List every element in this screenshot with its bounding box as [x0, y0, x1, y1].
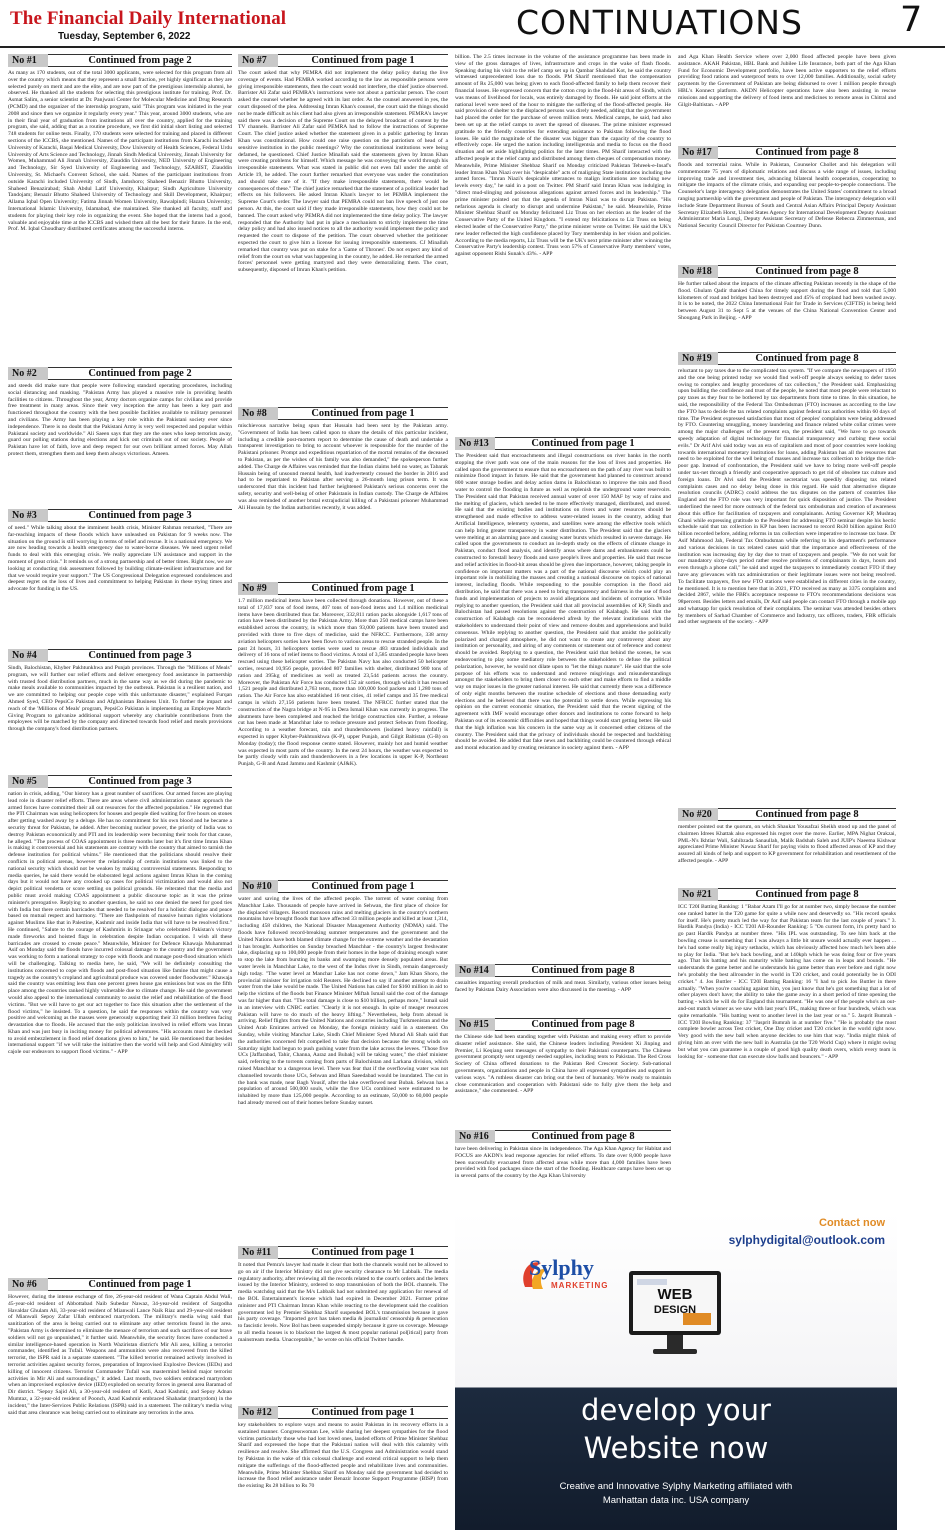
continuation-body: As many as 170 students, out of the total 3000 applicants, were selected for this program from all over the country which means that they represent a small fraction, yet highly significant as they are selected purely on merit and are the elite, and are now part of the prestigious internship alumni, he observed. He thanked all the students for selecting this prestigious institute for training. Prof. Dr. Asmat Salim, a senior scientist at Dr. Panjwani Center for Molecular Medicine and Drug Research (PCMD) and the organizer of the internship program, said "This program was initiated in the year 2008 and since then we organize it regularly every year." This year, around 3000 students, who are in their final year of graduation from institutions all over the country, applied for the training program, she said, adding that as a routine procedure, we first did initial short listing and selected 748 students for online tests. Finally, 170 students were selected for training and placed in different sections of the ICCBS, she mentioned. Names of the participant institutions from Karachi included University of Karachi, Baqai Medical University, Dow University of Health Sciences, Federal Urdu University of Arts Science and Technology, Jinnah Sindh Medical University, Jinnah University for Women, Muhammad Ali Jinnah University, Ziauddin University, NED University of Engineering and Technology, Sir Syed University of Engineering and Technology, SZABIST, Ziauddin University, St. Michael's Convent School, she said. Names of the participant institutions from outside Karachi included University of Sindh, Jamshoro; Shaheed Benazir Bhutto University, Shaheed Benazirabad; Shah Abdul Latif University, Khairpur; Sindh Agriculture University Tandojam; Benazir Bhutto Shaheed University of Technology and Skill Development, Khairpur; Allama Iqbal Open University; Fatima Jinnah Women University, Rawalpindi; Hazara University; International Islamic University, Islamabad, she maintained. She thanked all faculty, staff and students for playing their key role in organizing the event. She hoped that the interns had a good, valuable and enjoyable time at the ICCBS and wished them all the best for their future. In the end, Prof. M. Iqbal Choudhary distributed certificates among the successful interns.	[8, 70, 232, 233]
continuation-source: Continued from page 8	[755, 266, 859, 277]
continuation-body: have been delivering in Pakistan since its independence. The Aga Khan Agency for Habitat and FOCUS are AKDN's lead response agencies for relief efforts. To date over 8,000 people have been successfully evacuated from affected areas while more than 4,000 families have been provided with food packages since the start of the flooding. Healthcare camps have been set up in several parts of the country by the Aga Khan University	[455, 1146, 671, 1180]
ad-headline-line-1: develop your	[581, 1393, 771, 1427]
continuation-body: He further talked about the impacts of the climate affecting Pakistan recently in the shape of the flood. Ghulam Qadir thanked China for timely support during the flood and told that 5,000 kilometers of road and bridges had been destroyed and 45% of cropland had been washed away. It is to be noted, the 2022 China International Fair for Trade in Services (CIFTIS) is being held between August 31 to Sept 5 at the venues of the China National Convention Center and Shougang Park in Beijing. - APP	[678, 281, 896, 321]
continuation-body: However, during the intense exchange of fire, 26-year-old resident of Wana Captain Abdul Wali, 45-year-old resident of Abbottabad Naib Subedar Nawaz, 34-year-old resident of Sargodha Havaldar Ghulam Ali, 33-year-old resident of Mianwali Lance Naik Riaz and 29-year-old resident of Mianwali Sepoy Zafar Ullah embraced martyrdom. The military's media wing said that sanitization of the area is being carried out to eliminate any other terrorists found in the area. "Pakistan Army is determined to eliminate the menace of terrorism and such sacrifices of our brave soldiers will not go unpunished," it further said. Meanwhile, the security forces have conducted a similar intelligence-based operation in North Waziristan district's Mir Ali area, killing a terrorist commander, identified as Tufail. Weapons and ammunition were also recovered from the killed terrorist, the ISPR said in a separate statement. "The killed terrorist remained actively involved in terrorist activities against security forces, preparation of Improvised Explosive Devices (IEDs) and killing of innocent citizens. Terrorist Commander Tufail was mastermind behind major terrorist activities in Mir Ali and surroundings," it added. Last month, two soldiers embraced martyrdom when an improvised explosive device (IED) exploded on security forces in general area Baramad of Dir district. "Sepoy Sajid Ali, a 30-year-old resident of Kotli, Azad Kashmir, and Sepoy Adnan Mumtaz, a 32-year-old resident of Poonch, Azad Kashmir embraced Shahadat (martyrdom) in the incident," the Inter-Services Public Relations (ISPR) said in a statement. The military's media wing said that area clearance was being carried out to eliminate any terrorists in the area.	[8, 1294, 232, 1416]
continuation-number: No #20	[678, 808, 718, 821]
continuation-source: Continued from page 3	[88, 510, 192, 521]
page-number: 7	[900, 0, 923, 40]
continuation-number: No #10	[238, 880, 278, 893]
continuation-header	[238, 582, 448, 595]
continuation-body: reluctant to pay taxes due to the complicated tax system. "If we compare the newspapers of 1950 and the one being printed today we would find well-off people always seeking to defer taxes owing to complex and lengthy procedures of tax collection," the President said. Emphasizing upon building the confidence and trust of the people, he noted that most people were reluctant to pay taxes as they fear to be bothered by tax departments from time to time. In this situation, he said, the responsibility of the Federal Tax Ombudsman (FTO) increases as according to the law the FTO has to decide the tax related complaints against federal tax authorities within 60 days of time. The President expressed satisfaction that most of peoples' complaints were being addressed by FTO. Countering smuggling, money laundering and finance related white collar crimes were among the major challenges of the present era, the president said, "We have to go towards speedy adaptation of digital technology for financial transparency and curbing these social evils." Dr Arif Alvi said today was an era of capitalism and most of poor countries were looking towards international monetary institutions for loans, adding Pakistan has all the resources that need to be exploited for the well being of masses and increase tax collection to bridge the rich-poor gap. Instead of confrontation, the President said we have to bring more well-off people under tax-net through a friendly and cooperative approach to get rid of obsolete tax culture and foreign loans. Dr Alvi said the President secretariat was speedily disposing tax related complaints cases and no delay being done in this regard. He said that alternative dispute resolution councils (ADRC) could address the tax disputes on the pattern of countries like England and the FTO role was very important for quick disposition of justice. The President underlined the need for more outreach of the federal tax ombudsman and creation of awareness about this office for facilitation of taxpayers and complainants. Acting Governor KP, Mushtaq Ghani while expressing gratitude to the President for addressing FTO seminar despite his hectic schedule said that tax collection in KP has been increased to record Rs30 billion against Rs10 billion recorded before, adding reforms in tax collection were imperative to increase tax base. Dr Asif Mahmood Jah, Federal Tax Ombudsman while referring to his department's performance and various decisions in tax related cases said that the importance and effectiveness of the institution was increasing day by day due to trust of taxpayers and people. "We do not wait for our mandatory sixty-days period rather resolve problems of complainants in days, hours and even through a phone call," he said and urged the taxpayers to immediately contact FTO if they have any grievances with tax administration or their legitimate issues were not being resolved. To facilitate taxpayers, five new FTO stations were established in different cities in the country, he mentioned. It is to mention here that in 2021, FTO received as many as 3375 complaints and decided 2867, while the FBR's acceptance response to FTO's recommendations decisions was 98percent. Besides letters and emails, Dr Asif said people can contact FTO through a mobile app and whatsapp for quick resolution of their complaints. The seminar was attended besides others by members of Sarhad Chamber of Commerce and Industry, tax officers, traders, FBR officials and other segments of the society. - APP	[678, 368, 896, 626]
continuation-5	[8, 775, 232, 1276]
continuation-body: water and saving the lives of the affected people. The torrent of water coming from Manchhar Lake. Thousands of people have arrived in Sehwan, the first place of choice for the displaced villagers. Record monsoon rains and melting glaciers in the country's northern mountains have brought floods that have affected 33 million people and killed at least 1,314, including 458 children, the National Disaster Management Authority (NDMA) said. The floods have followed record-breaking summer temperatures and the government and the United Nations have both blamed climate change for the extreme weather and the devastation it has brought. Authorities on Sunday breached Manchhar - the country's largest freshwater lake, displacing up to 100,000 people from their homes in the hope of draining enough water to stop the lake from bursting its banks and swamping more densely populated areas. But water levels in Manchhar Lake, to the west of the Indus river in Sindh, remain dangerously high today. "The water level at Manchar Lake has not come down," Jam Khan Shoro, the provincial minister for irrigation told Reuters. He declined to say if another attempt to drain water from the lake would be made. The United Nations has called for $160 million in aid to help the victims of the floods but Finance Minister Miftah Ismail said the cost of the damage was far higher than that. "The total damage is close to $10 billion, perhaps more," Ismail said in an interview with CNBC earlier. "Clearly it is not enough. In spite of meager resources Pakistan will have to do much of the heavy lifting." Nevertheless, help from abroad is arriving. Relief flights from the United Nations and countries including Turkmenistan and the United Arab Emirates arrived on Monday, the foreign ministry said in a statement. On Sunday, while visiting Manchar Lake, Sindh Chief Minister Syed Murad Ali Shah said that the authorities concerned felt compelled to take that decision because the strong winds on Saturday night had begun to push gushing water from the lake across the levees. "Those five UCs [Jaffarabad, Tahir, Channa, Aaraz and Bubak] will be taking water," the chief minister said, referring to the torrents coming from parts of Balochistan and Larkana division, which raised Manchhar to a dangerous level. There was fear that if the overflowing water was not channelled towards those UCs, Sehwan and Bhan Saeedabad would be inundated. The cut in the bank was made, near Bagh Yousif, after the lake overflowed near Bubak. Sehwan has a population of around 500,000 souls, while the five UCs combined were estimated to be inhabited by more than 125,000 people. According to an estimate, 50,000 to 60,000 people had already moved out of their homes before Sunday sunset.	[238, 896, 448, 1106]
continuation-body: nation in crisis, adding, "Our history has a great number of sacrifices. Our armed forces are playing lead role in disaster relief efforts. There are areas where civil administration cannot approach the armed forces have committed their all out resources for the affected population." He regretted that the PTI Chairman was using helicopters for houses and people died waiting for five hours on stones after getting washed away by a deluge. He has no commitment for his own blood and he became a security threat for Pakistan, he added. After becoming nuclear power, the priority of India was to destroy Pakistan economically and PTI and its leadership were becoming their tools for that cause, he alleged. "The process of COAS appointment is three months later but it's first time Imran Khan is making it controversial and his statements are contrary with the country that aimed to tarnish the defense institution for political whims." He mentioned that the politicians should resolve their conflicts in political arenas, however the relationship of certain institutions was linked to the national security which should not be weaken by making controversial statements. Responding to media queries, he said there would be elaborated legal actions against Imran Khan in the coming days but it would not have any crooked up cases for political victimization and would also not depict political vendetta or score settling on political grounds. He reiterated that the media and public must avoid making COAS appointment a public discourse topic as it was the prime minister's prerogative. Replying to another question, he said no one denied the need for good ties with India but there certain barricades that needed to be resolved for a holistic dialogue and peace based on mutual respect and harmony. "There are flashpoints of massive human rights violations against Muslims like that in Palestine, Kashmir and inside India that will have to be resolved first." He continued, "Salute to the courage of Kashmiris in Srinagar who celebrated Pakistan's victory made fireworks and hoisted flags in celebration despite Indian occupation. I wish all these barricades are crossed to create peace." Meanwhile, Minister for Defence Khawaja Muhammad Asif on Monday said the floods have incurred colossal damage to the country and the government was working to form a national strategy to cope with floods and manage post-flood situation which will be challenging. Talking to media here, he said, "We will be definitely consulting the institutions concerned to cope with floods and post-flood situation like famine that might cause a tragedy as the country's cropland and agricultural produce was covered under floodwater." Khawaja said the country was emitting less than one percent green house gas emissions but was on the fifth place among the countries ranked highly vulnerable due to climate change. He said the government would also appeal to the international community to assist the relief and rehabilitation of the flood victims. "But we will have to get our act together to face this situation after the settlement of the flood victims," he insisted. To a question, he said the responses within the country was very positive and welcoming as the masses were generously supporting their 33 million brethren facing devastation due to floods. He accused that the only politician involved in relief efforts was Imran Khan and was just busy in inciting money for political adventures. "His accounts must be checked to avoid embezzlement in flood relief donations given to him," he said. He mentioned that besides international support "if we will take the initiative then the world will help and God Almighty will cajole our endeavors to support flood victims." - APP	[8, 791, 232, 1056]
continuation-body: The court asked that why PEMRA did not implement the delay policy during the live coverage of events. Had PEMRA worked according to the law as responsible persons were giving irresponsible statements, then the court would not interfere, the chief justice observed. Barrister Ali Zafar said PEMRA's instructions were not about a particular person. The court asked the counsel whether he agreed with its last order. As the counsel answered in yes, the court disposed of the plea. Addressing Imran Khan's counsel, the court said the things should not be made difficult as his client had also given an irresponsible statement. PEMRA's lawyer said there was a decision of the Supreme Court on the delayed broadcast of content by the TV channels. Barrister Ali Zafar said PEMRA had to follow the instructions of Supreme Court. The chief justice asked whether the statement given in a public gathering by Imran Khan was constitutional. How could one raise question on the patriotism of head of a sensitive institution in the public meetings? Why the constitutional institutions were being defamed, he questioned. Chief Justice Minallah said the statements given by Imran Khan were creating problems for himself. Which message he was conveying the world through his irresponsible statements. What was stated in public did not even fall under the ambit of Article 19, he added. The court further remarked that everyone was under the constitution and should take care of it. "If they make irresponsible statements, there would be consequences of these." The chief justice remarked that the statement of a political leader had effects on his followers. He asked Imran Khan's lawyer to let PEMRA implement the Supreme Court's order. The lawyer said that PEMRA could not ban live speech of just one person. At this, the court said if they made irresponsible statements, how they could not be banned. The court asked why PEMRA did not implemented the time delay policy. The lawyer responded that the Authority had put in place a mechanism to strictly implement the time delay policy and had also issued notices to all the authority would implement the policy and requested the court to dispose of the petition. The court observed whether the petitioner expected the court to give him a license for issuing irresponsible statements. CJ Minallah remarked that country was put on stake for a 'Game of Thrones'. Do not expect any kind of relief from the court on what was happening in the country, he added. He remarked the armed forces' personnel were getting martyred and they were demoralizing them. The court, subsequently, disposed of Imran Khan's petition.	[238, 70, 448, 274]
continuation-7	[238, 54, 448, 404]
continuation-header	[455, 964, 671, 977]
continuation-15	[455, 1018, 671, 1128]
continuation-14	[455, 964, 671, 1016]
continuation-source: Continued from page 3	[88, 650, 192, 661]
continuation-1	[8, 54, 232, 368]
continuation-source: Continued from page 1	[311, 1247, 415, 1258]
continuation-body: the Chinese side had been standing together with Pakistan and making every effort to provide disaster relief assistance. She said, the Chinese leaders including President Xi Jinping and Premier, Li Keqiang sent messages of sympathy to their Pakistani counterparts. The Chinese government promptly sent urgently needed supplies, including tents to Pakistan. The Red Cross Society of China offered donations to the Pakistan Red Crescent Society. Sub-national governments, organizations and people in China have all expressed sympathies and support in various ways. "A ruthless disaster can bring out the best of humanity. We're ready to maintain close communication and cooperation with Pakistani side to fully give them the help and assistance," she commented. - APP	[455, 1034, 671, 1095]
continuation-body: casualties impacting overall production of milk and meat. Similarly, various other issues being faced by Pakistan Dairy Association were also discussed in the meeting. - APP	[455, 980, 671, 993]
continuation-header	[238, 407, 448, 420]
continuation-number: No #19	[678, 352, 718, 365]
continuation-number: No #6	[8, 1278, 48, 1291]
continuation-number: No #18	[678, 265, 718, 278]
continuation-number: No #13	[455, 437, 495, 450]
continuation-source: Continued from page 1	[311, 1407, 415, 1418]
continuation-10	[238, 880, 448, 1243]
continuation-body: and Aga Khan Health Service where over 2,000 flood affected people have been given assistance. AKAH Pakistan, HBL Bank and Jubilee Life Insurance, both part of the Aga Khan Fund for Economic Development portfolio, have been active supporters to the relief efforts providing food rations and waterproof tents to over 12,000 families. Additionally, social safety payments by the Government of Pakistan are being disbursed to over 1 million people through HBL's Konnect platform. AKDN Helicopter operations have also been assisting in rescue missions and supporting the delivery of food items and medicines to remote areas in Chitral and Gilgit-Baltistan. - APP	[678, 54, 896, 108]
continuation-header	[678, 888, 896, 901]
continuation-header	[8, 649, 232, 662]
continuation-body: The President said that encroachments and illegal constructions on river banks in the north stopping the river path was one of the main reasons for the loss of lives and properties. He called upon the government to ensure that no encroachment on the path of any river was built to minimize flood impact in future. He said that the government had planned to construct around 800 water storage bodies and delay action dams in Balochistan to improve the rain and flood water to control the flooding in future as well as replenish the underground water reservoirs. The President said that Pakistan received annual water of over 150 MAF by way of rains and the melting of glaciers, which needed to be more effectively managed, distributed, and stored. He said that the existing bodies and institutions on rivers and water resources should be strengthened and made effective to address water-related issues in the country, adding that Artificial Intelligence, telemetry systems, and satellites were among the effective tools which can help bring greater transparency in water distribution. The President said that the glaciers were melting at an alarming pace and causing water bursts which resulted in severe damage. He called upon the governments to conduct an in-depth study on the effects of climate change in Pakistan, conduct flood analysis, and identify areas where dams and embankments could be constructed to forestall heavy floods and save people's lives and properties. He said that rescue and relief activities in flood-hit areas should be given due importance, however, taking people in confidence on important matters was a part of the national discourse which could play an important role in mobilizing the masses and creating a national discourse on topics of national interest, including floods. While responding to the possible corruption in the flood aid distribution, he said that there was a need to bring transparency and fairness in the use of flood funds and implementation of projects to avoid allegations and incidents of corruption. While replying to another question, the President said that all provincial assemblies of KP, Sindh and Balochistan had passed resolutions against the construction of Kalabagh. He said that the construction of Kalabagh can be reconsidered afresh by the relevant institutions with the stakeholders to understand their point of view and remove doubts and apprehensions and build consensus. While replying to another question, the President said that amidst the politically polarized and charged atmosphere, he did not want to create any controversy about any institution or personality, and airing of any comments or statement out of reference and context should be avoided. Replying to a question, the President said that behind the scenes, he was endeavouring to play some mediatory role between the stakeholders to defuse the political polarization, however, he would not dilate upon to "let the things mature". He said that the sole purpose of his efforts was to understand and remove misgivings and misunderstandings amongst the stakeholders to bring them closer to each other and make efforts to find a middle way on major issues in the greater national interest. He said that currently there was a difference of only eight months between the routine schedule of elections and those demanding early elections and he believed that there was the potential to settle down. While expressing his opinion on the current economic situation, the President said that the recent signing of the agreement with IMF would encourage other donors and institutions to come forward to help Pakistan out of its economic difficulties and hoped that things would start getting better. He said that the high inflation was his concern in the same way as it concerned other citizens of the country. The President said that the privacy of individuals should be respected and backbiting should be avoided. He added that fake news and backbiting could be countered through ethical and moral education and by creating resistance in society against them. - APP	[455, 453, 671, 752]
web-design-advert[interactable]	[455, 1213, 897, 1530]
continuation-source: Continued from page 1	[311, 881, 415, 892]
continuation-source: Continued from page 3	[88, 776, 192, 787]
continuation-number: No #7	[238, 54, 278, 67]
continuation-number: No #16	[455, 1130, 495, 1143]
continuation-12	[238, 1406, 448, 1530]
continuation-header	[455, 1018, 671, 1031]
ad-contact-label: Contact now	[819, 1217, 885, 1229]
continuation-2	[8, 367, 232, 507]
continuation-body: mischievous narrative being spun that Hussain had been sent by the Pakistan army. "Government of India has been called upon to share the details of this particular incident, including a credible post-mortem report to determine the cause of death and undertake a transparent investigation to bring to account whoever is responsible for the murder of the Pakistani prisoner. Prompt and expeditious repatriation of the mortal remains of the deceased to Pakistan, as per the wishes of his family was also demanded," the spokesperson further added. The Charge de Affaires was reminded that the Indian claims held no water, as Tabarak Hussain being of unsound mental health, had inadvertently crossed the border in 2016 and had to be repatriated to Pakistan after serving a 26-month long prison term. It was underscored that this incident had further heightened Pakistan's serious concerns over the safety, security and well-being of other Pakistanis in Indian custody. The Charge de Affaires was also reminded of another brutal extrajudicial killing of a Pakistani prisoner Muhammad Ali Hussain by the Indian authorities recently, it was added.	[238, 423, 448, 511]
ad-email-link[interactable]: sylphydigital@outlook.com	[728, 1233, 885, 1247]
continuation-12-continued	[455, 54, 671, 434]
continuation-body: 1.7 million medicinal items have been collected through donations. However, out of these a total of 17,837 tons of food items, 407 tons of non-food items and 1.4 million medicinal items have been distributed thus far. Moreover, 332,811 ration packs alongside 1,617 tons of ration have been distributed by the Pakistan Army. More than 250 medical camps have been established across the country, in which more than 93,000 patients have been treated and provided with three to five days of medicine, said the NFRCC. Furthermore, 338 army aviation helicopters sorties have been flown to various areas to rescue stranded people. In the past 24 hours, 31 helicopters sorties were used to rescue 483 stranded individuals and delivery of 16 tons of relief items to flood victims. A total of 3,585 stranded people have been rescued using these helicopter sorties. The Pakistan Navy has also conducted 50 helicopter sorties, rescued 10,956 people, provided 807 families with shelter, distributed 980 tons of ration and 395kg of medicines as well as treated 23,544 patients across the country. Moreover, the Pakistan Air Force has conducted 152 air sorties, through which it has rescued 1,521 people and distributed 2,763 tents, more than 100,000 food packets and 1,280 tons of ration. The Air Force has also established 16 tent cities, 41 relief camps and 35 free medical camps in which 27,156 patients have been treated. The NFRCC further stated that the construction of the Nagra bridge at N-95 in Dera Ismail Khan was currently in progress. The abutments have been completed and reached the bridge construction site. Further, a release cut has been made at Manchhar lake to reduce pressure and protect Sehwan from flooding. According to a weather forecast, rain and thundershowers (isolated heavy rainfall) is expected in upper Khyber-Pakhtunkhwa (K-P), upper Punjab, and Gilgit Baltistan (G-B) on Monday (today); the flood response centre stated. However, mainly hot and humid weather was expected in most parts of the country. In the next 24 hours, the weather was expected to be partly cloudy with rain and thundershowers in a few locations in upper K-P, Northeast Punjab, G-B and Azad Jammu and Kashmir (AJ&K).	[238, 598, 448, 768]
continuation-19	[678, 352, 896, 782]
continuation-body: and steeds did make sure that people were following standard operating procedures, including social distancing and masking. "Pakistan Army has played a massive role in providing health facilities to citizens. Throughout the year, Army doctors organize camps for civilians and provide free treatment in many areas. Since their very inception the army has been a key part and functioned throughout the country with the best possible facilities available to military personnel and civilians. The Army has been playing a key role within the Pakistani society ever since independence. There is no doubt that the Pakistani Army is very well respected and popular within Pakistani society and worldwide." Ali Saeen says that they are the ones who keep terrorists away, guard our polling stations during elections and kick out criminals out of our society. People of Pakistan have lot of faith, love and deep respect for our own brilliant armed forces. May Allah protect them, strengthen them and keep them always victorious. Ameen.	[8, 383, 232, 457]
ad-tagline-line-1: Creative and Innovative Sylphy Marketing affiliated with	[559, 1481, 793, 1492]
continuation-source: Continued from page 1	[531, 438, 635, 449]
continuation-header	[238, 1406, 448, 1419]
continuation-header	[678, 808, 896, 821]
continuation-source: Continued from page 1	[311, 583, 415, 594]
continuation-21	[678, 888, 896, 1208]
continuation-source: Continued from page 1	[88, 1279, 192, 1290]
continuation-header	[455, 437, 671, 450]
continuation-body: member pointed out the quorum, on which Shaukat Yousafzai Sheikh stood up and the panel of chairmen Idrees Khattak also expressed his regret over the move. Earlier, MPA Nighat Orakzai, PML-N's Ikhtiar Wali, Sahibzada Sanaullah, Malik Badshah Saleh and JUIP's Naeema Kishwar appreciated Prime Minister Nawaz Sharif for paying visits to flood affected areas of KP and they assured all kinds of help and support to KP government for rehabilitation and resettlement of the affected people. - APP	[678, 824, 896, 864]
continuation-number: No #8	[238, 407, 278, 420]
continuation-header	[238, 1246, 448, 1259]
monitor-text-design: DESIGN	[653, 1304, 697, 1316]
continuation-header	[238, 54, 448, 67]
continuation-3	[8, 509, 232, 647]
continuation-17	[678, 146, 896, 262]
continuation-header	[8, 1278, 232, 1291]
continuation-source: Continued from page 1	[311, 408, 415, 419]
continuation-source: Continued from page 2	[88, 55, 192, 66]
continuation-number: No #5	[8, 775, 48, 788]
continuation-body: floods and torrential rains. While in Pakistan, Counselor Chollet and his delegation will commemorate 75 years of diplomatic relations and discuss a wide range of issues, including improving trade and investment ties, advancing bilateral health cooperation, cooperating to mitigate the impacts of the climate crisis, and expanding our people-to-people connections. The Counselor's large interagency delegation demonstrates the United States' commitment to a broad ranging partnership with the government and people of Pakistan. The interagency delegation will include State Department Bureau of South and Central Asian Affairs Principal Deputy Assistant Secretary Elizabeth Horst, United States Agency for International Development Deputy Assistant Administrator Maria Longi, Deputy Assistant Secretary of Defense Rebecca Zimmerman, and National Security Council Director for Pakistan Courtney Dunn.	[678, 162, 896, 230]
continuation-body: Sindh, Balochistan, Khyber Pakhtunkhwa and Punjab provinces. Through the "Millions of Meals" program, we will further our relief efforts and deliver emergency food assistance in partnership with trusted food distribution partners, much in the same way as we did during the pandemic to make meals available to communities impacted by the outbreak. Pakistan is a resilient nation, and we are committed to helping our people cope with this unfortunate disaster," explained Furqan Ahmed Syed, CEO PepsiCo Pakistan and Afghanistan Business Unit. To further the impact and reach of the 'Millions of Meals' program, PepsiCo Pakistan is implementing an Employee Match-Giving Program to galvanize additional support whereby any charitable contributions from the employees will be matched by the company and directed towards food relief and meals provisions through the company's food distribution partners.	[8, 665, 232, 733]
continuation-6	[8, 1278, 232, 1530]
continuation-18	[678, 265, 896, 349]
continuation-number: No #1	[8, 54, 48, 67]
continuation-body: ICC T20I Batting Ranking: 1 "Babar Azam I'll go for at number two, simply because the number one ranked batter in the T20 game for quite a while now and deservedly so. "His record speaks for itself. He's pretty much led the way for that Pakistan team for the last couple of years." 3. Hardik Pandya (India) - ICC T20I All-Rounder Ranking: 5 "On current form, it's pretty hard to go past Hardik Pandya at number three. "His IPL was outstanding. To see him back at the bowling crease is something that I was always a little bit unsure would actually ever happen ... he's had some really big injury setbacks, which has obviously affected how much he's been able to play for India. "But he's back bowling, and at 140kph which he was doing four or five years ago. That his batting and his maturity while batting has come on in leaps and bounds. "He understands the game better and he understands his game better than ever before and right now he's probably the best allrounder in the world in T20 cricket, and could potentially be in ODI cricket." 4. Jos Buttler - ICC T20I Batting Ranking: 16 "I had to pick Jos Buttler in there actually. "When you're coaching against him, you just know that he's got something that a lot of other players don't have; the ability to take the game away in a short period of time opening the batting - which he will do for England this tournament. "He was one of the people who's an out-and-out match winner as we saw with last year's IPL, making three or four hundreds, which was quite remarkable. "His batting went to another level in the last year or so." 5. Jasprit Bumrah - ICC T20I Bowling Ranking: 37 "Jasprit Bumrah in at number five." "He is probably the most complete bowler across Test cricket, One Day cricket and T20 cricket in the world right now. Very good with the new ball when anyone decides to use him that way. "India might think of giving him an over with the new ball in Australia (at the T20 World Cup) where it might swing but what you can guarantee is a couple of good high quality death overs, which every team is looking for - someone that can execute slow balls and bouncers." - APP	[678, 904, 896, 1060]
continuation-16	[455, 1130, 671, 1210]
continuation-number: No #4	[8, 649, 48, 662]
continuation-source: Continued from page 8	[755, 809, 859, 820]
continuation-source: Continued from page 8	[531, 1019, 635, 1030]
continuation-header	[8, 54, 232, 67]
continuation-9	[238, 582, 448, 878]
continuation-number: No #17	[678, 146, 718, 159]
continuation-13	[455, 437, 671, 917]
ad-brand-name: Sylphy	[529, 1255, 594, 1280]
continuation-header	[238, 880, 448, 893]
continuation-source: Continued from page 8	[755, 353, 859, 364]
continuation-number: No #21	[678, 888, 718, 901]
continuation-header	[678, 265, 896, 278]
continuation-number: No #11	[238, 1246, 278, 1259]
ad-brand-subtitle: MARKETING	[551, 1281, 609, 1290]
continuation-body: billion. The 2.5 times increase in the volume of the assistance programme has been made in view of the gross damages of lives, infrastructure and crops in the wake of flash floods. Speaking during his visit to the relief camp set up in Qambar Shahdad Kot, he said the country witnessed unprecedented loss due to floods. PM Sharif mentioned that the compensation amount of Rs 25,000 was being given to each flood-affected family to help them recover their financial losses. He expressed concern that the cotton crop in the flood-hit areas of Sindh, which was means of livelihood for locals, was entirely damaged by floods. He said joint efforts at the national level were need of the hour to mitigate the suffering of the flood-affected people. He said provision of shelter to the displaced persons was direly needed, adding that the government had placed the order for the purchase of seven million tents. Medical camps, he said, had also been set up at the relief camps to avert the spread of diseases. The prime minister expressed gratitude to the friendly countries for extending assistance to Pakistan following the flood losses. He said the magnitude of the disaster was bigger than the capacity of the country to effectively cope. He urged the nation including intelligentsia and media to focus on the flood situation and set aside highlighting politics for the later times. PM Sharif interacted with the affected people at the relief camp and distributed among them cheques of compensation money. Meanwhile, Prime Minister Shehbaz Sharif on Monday criticized Pakistan Tehreek-e-Insaf's leader Imran Khan Niazi over his "despicable" acts of maligning State institutions including the armed forces. "Imran Niazi's despicable utterances to malign institutions are touching new levels every day," he said in a post on Twitter. PM Sharif said Imran Khan was indulging in "direct mud-slinging and poisonous allegations against armed forces and its leadership." The prime minister pointed out that the agenda of Imran Niazi was to disrupt Pakistan. "His nefarious agenda is clearly to disrupt and undermine Pakistan," he said. Meanwhile, Prime Minister Shehbaz Sharif on Monday felicitated Liz Truss on her election as the leader of the Conservative Party of the United Kingdom. "I extend my felicitations to Liz Truss on being elected leader of the Conservative Party," the prime minister wrote on Twitter. He said the UK's new leader reflected the high confidence placed by Tory membership in her vision and policies. According to the media reports, Liz Truss will be the UK's next prime minister after winning the Conservative Party's leadership contest. Truss won 57% of Conservative Party members' votes, against opponent Rishi Sunak's 43%. - APP	[455, 54, 671, 258]
monitor-text-web: WEB	[657, 1286, 693, 1303]
issue-date: Tuesday, September 6, 2022	[58, 31, 191, 42]
continuation-source: Continued from page 2	[88, 368, 192, 379]
continuation-16-continued	[678, 54, 896, 142]
continuation-source: Continued from page 8	[755, 889, 859, 900]
continuation-number: No #12	[238, 1406, 278, 1419]
continuation-body: of need." While talking about the imminent health crisis, Minister Rahman remarked, "There are far-reaching impacts of these floods which have unleashed on Pakistan for 9 weeks now. The situation on the ground is still worrying in terms of relief and rescue. It is a national emergency. We are now heading towards a health emergency due to water-borne diseases. We need urgent relief funds to deal with this emerging crisis. We really appreciate UN assistance and support in the moment of great crisis." It reminds us of a strong partnership and of better times. Right now, we are looking at conducting risk assessment followed by building climate-resilient infrastructure and for that we would require your support." The US Congressional Delegation expressed condolences and deepest regret on the loss of lives and commitment to helping Pakistan in these trying times and advocate for funding in the US.	[8, 525, 232, 593]
continuation-body: key stakeholders to explore ways and means to assist Pakistan in its recovery efforts in a sustained manner. Congresswoman Lee, while sharing her deepest sympathies for the flood victims particularly those who had lost loved ones, lauded efforts of Prime Minister Shehbaz Sharif and expressed the hope that the Pakistani nation will deal with this calamity with resilience and resolve. She affirmed that the U.S. Congress and Administration would stand by Pakistan in the wake of this colossal challenge and extend critical support to help them mitigate the sufferings of the flood-affected people and rehabilitate lives and communities. Meanwhile, Prime Minister Shehbaz Sharif on Monday said the government had decided to increase the flood relief assistance under Benazir Income Support Programme (BISP) from the existing Rs 28 billion to Rs 70	[238, 1422, 448, 1490]
continuation-body: It noted that Pemra's lawyer had made it clear that both the channels would not be allowed to go on air if the Interior Ministry did not give security clearance to Mr Labbaik. The media regulatory authority, after reviewing all the records related to the court's orders and the letters issued by the Interior Ministry, ordered to stop transmission of both the BOL channels. The media watchdog said that the M/s Labbaik had not submitted any application for renewal of the BOL Entertainment's license which had expired in December 2021. Former prime minister and PTI Chairman Imran Khan while reacting to the development said the coalition government led by Premier Shehbaz Sharif suspended BOL's transmission because it gave his party coverage. "Imported govt has taken media & journalists' censorship & persecution to fascistic levels. Now Bol has been suspended simply because it gave us coverage. Message to all media houses is to blackout the largest & most popular national pol[itical] party from mainstream media. Unacceptable," he wrote on his official Twitter handle.	[238, 1262, 448, 1343]
continuation-number: No #15	[455, 1018, 495, 1031]
continuation-header	[8, 509, 232, 522]
continuation-8	[238, 407, 448, 579]
continuation-4	[8, 649, 232, 773]
continuation-source: Continued from page 8	[755, 147, 859, 158]
ad-tagline-line-2: Manhattan data inc. USA company	[602, 1495, 750, 1506]
continuation-header	[8, 775, 232, 788]
continuation-header	[678, 352, 896, 365]
continuation-header	[8, 367, 232, 380]
continuation-number: No #14	[455, 964, 495, 977]
continuation-number: No #2	[8, 367, 48, 380]
continuation-header	[678, 146, 896, 159]
ad-headline-line-2: Website now	[583, 1431, 769, 1465]
continuation-source: Continued from page 8	[531, 965, 635, 976]
paper-name: The Financial Daily International	[10, 8, 287, 29]
continuation-11	[238, 1246, 448, 1404]
continuation-source: Continued from page 1	[311, 55, 415, 66]
section-title: CONTINUATIONS	[516, 3, 803, 42]
continuation-header	[455, 1130, 671, 1143]
continuation-number: No #9	[238, 582, 278, 595]
continuation-20	[678, 808, 896, 883]
continuation-source: Continued from page 8	[531, 1131, 635, 1142]
masthead	[0, 0, 945, 48]
continuation-number: No #3	[8, 509, 48, 522]
monitor-icon	[623, 1267, 727, 1367]
